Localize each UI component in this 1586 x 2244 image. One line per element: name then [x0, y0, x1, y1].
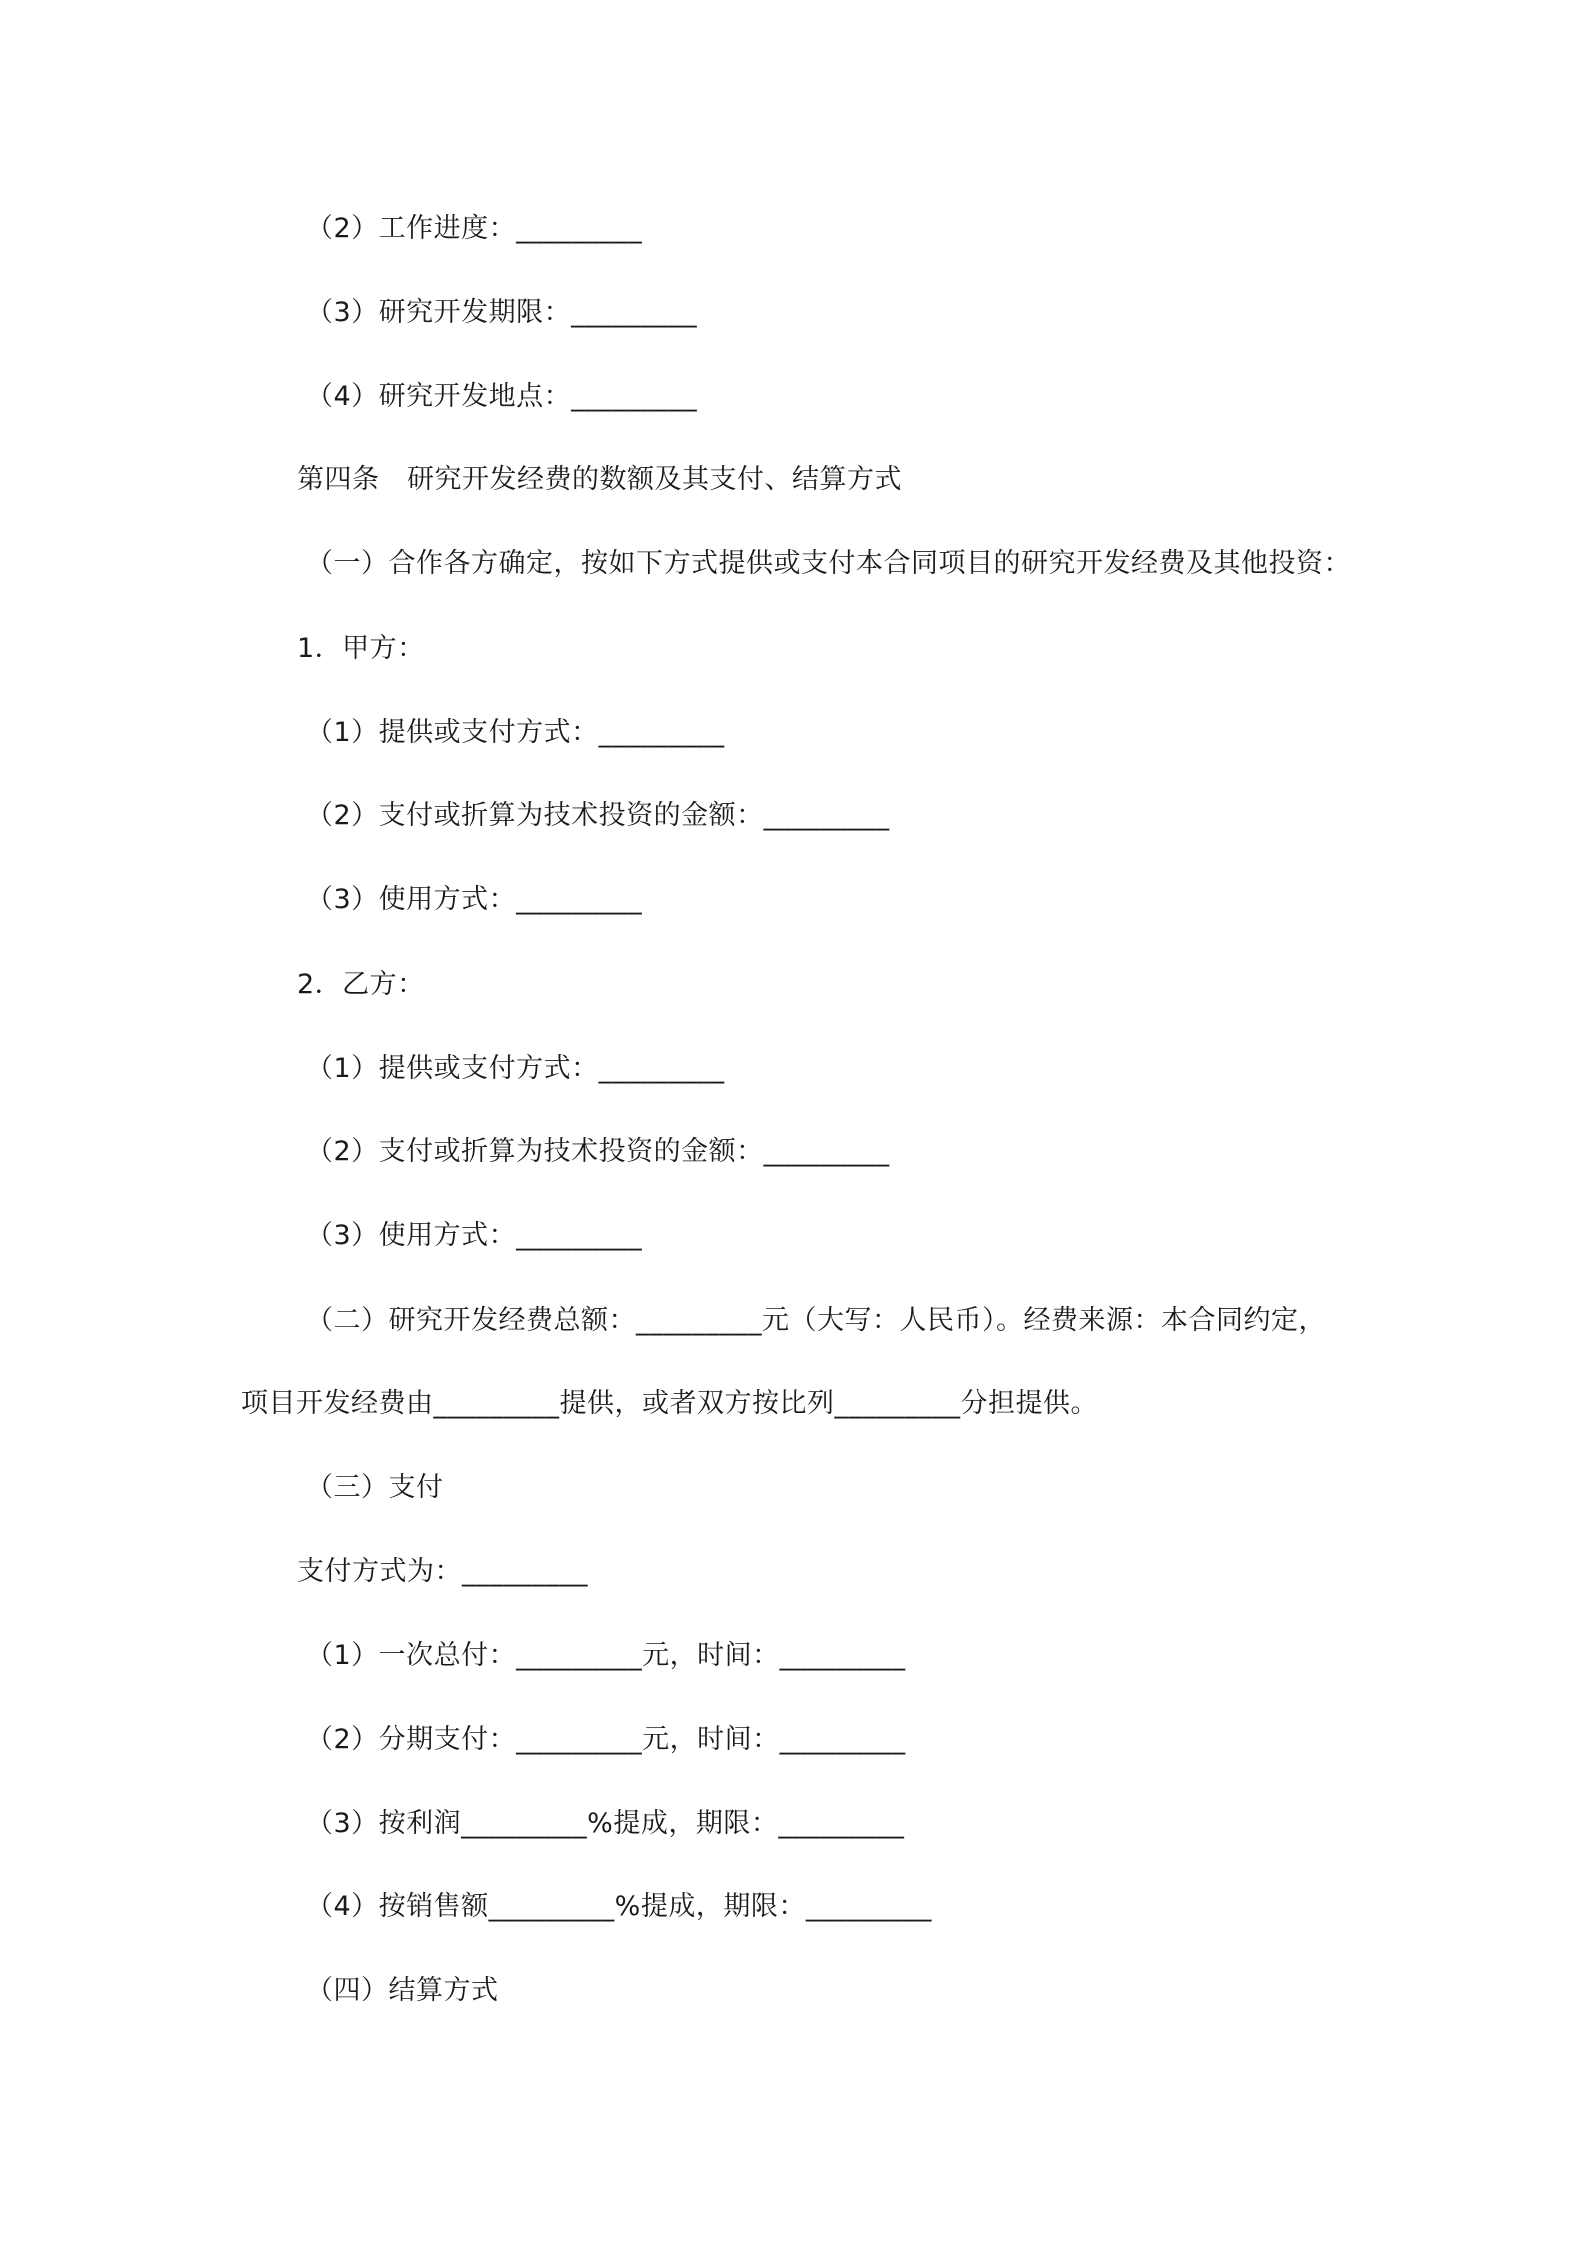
party-b-investment-amount-line: （2）支付或折算为技术投资的金额：_________	[306, 1136, 890, 1167]
funding-source-line: 项目开发经费由_________提供，或者双方按比列_________分担提供。	[241, 1388, 1098, 1419]
party-a-heading: 1．甲方：	[297, 633, 425, 664]
party-a-payment-method-line: （1）提供或支付方式：_________	[306, 717, 725, 748]
lump-sum-line: （1）一次总付：_________元，时间：_________	[306, 1640, 906, 1671]
party-a-investment-amount-line: （2）支付或折算为技术投资的金额：_________	[306, 800, 890, 831]
research-period-line: （3）研究开发期限：_________	[306, 297, 698, 328]
work-progress-line: （2）工作进度：_________	[306, 213, 643, 244]
total-funding-line: （二）研究开发经费总额：_________元（大写：人民币）。经费来源：本合同约定，	[306, 1305, 1326, 1336]
party-b-usage-line: （3）使用方式：_________	[306, 1220, 643, 1251]
party-b-payment-method-line: （1）提供或支付方式：_________	[306, 1053, 725, 1084]
installment-line: （2）分期支付：_________元，时间：_________	[306, 1724, 906, 1755]
sales-share-line: （4）按销售额_________%提成，期限：_________	[306, 1891, 932, 1922]
payment-method-line: 支付方式为：_________	[297, 1556, 588, 1587]
party-a-usage-line: （3）使用方式：_________	[306, 884, 643, 915]
section-three-heading: （三）支付	[306, 1472, 444, 1503]
research-location-line: （4）研究开发地点：_________	[306, 381, 698, 412]
party-b-heading: 2．乙方：	[297, 969, 425, 1000]
section-one-intro: （一）合作各方确定，按如下方式提供或支付本合同项目的研究开发经费及其他投资：	[306, 548, 1351, 579]
article-four-heading: 第四条 研究开发经费的数额及其支付、结算方式	[297, 464, 902, 495]
section-four-heading: （四）结算方式	[306, 1975, 499, 2006]
profit-share-line: （3）按利润_________%提成，期限：_________	[306, 1808, 905, 1839]
